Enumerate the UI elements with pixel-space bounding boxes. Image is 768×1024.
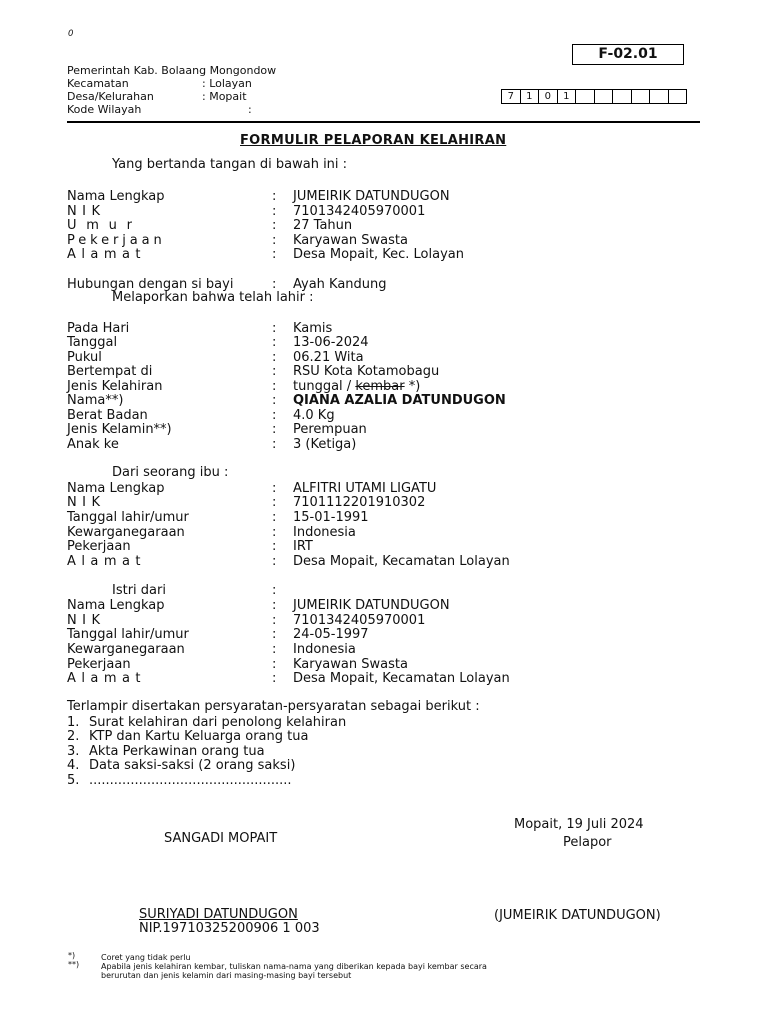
field-value: 27 Tahun [293, 218, 353, 233]
reporter-age-row [67, 218, 667, 233]
field-colon: : [272, 613, 277, 628]
field-colon: : [272, 204, 277, 219]
official-role: SANGADI MOPAIT [164, 831, 278, 846]
field-colon: : [272, 422, 277, 437]
field-value: 7101342405970001 [293, 613, 426, 628]
field-value: Indonesia [293, 642, 356, 657]
field-value: Desa Mopait, Kecamatan Lolayan [293, 554, 510, 569]
page-mark: 0 [68, 29, 74, 39]
field-value: Desa Mopait, Kecamatan Lolayan [293, 671, 510, 686]
field-label: Berat Badan [67, 408, 148, 423]
kode-wilayah-colon: : [248, 103, 252, 116]
reporter-signature-name: (JUMEIRIK DATUNDUGON) [494, 908, 661, 923]
field-label: Nama Lengkap [67, 481, 165, 496]
field-label: Jenis Kelamin**) [67, 422, 172, 437]
mother-nationality-row [67, 525, 667, 540]
footnote-ref: *) [404, 379, 421, 394]
field-colon: : [272, 627, 277, 642]
kecamatan-value: : Lolayan [202, 77, 252, 90]
field-value: Ayah Kandung [293, 277, 387, 292]
desa-value: : Mopait [202, 90, 247, 103]
code-cell [575, 89, 595, 104]
list-item [67, 729, 308, 744]
field-colon: : [272, 247, 277, 262]
reporter-address-row [67, 247, 667, 262]
list-item-number: 3. [67, 744, 80, 759]
footnote-text-2b: berurutan dan jenis kelamin dari masing-masing bayi tersebut [101, 971, 352, 980]
code-cell: 7 [501, 89, 521, 104]
father-dob-row [67, 627, 667, 642]
field-value: RSU Kota Kotamobagu [293, 364, 440, 379]
birth-weight-row [67, 408, 667, 423]
field-colon: : [272, 408, 277, 423]
field-label: Nama**) [67, 393, 124, 408]
list-item-number: 5. [67, 773, 80, 788]
child-order-row [67, 437, 667, 452]
code-cell [668, 89, 688, 104]
field-label: Tanggal [67, 335, 118, 350]
field-colon: : [272, 495, 277, 510]
region-code-grid [502, 89, 687, 104]
birth-type-row [67, 379, 667, 394]
footnote-mark-1: *) [68, 951, 76, 960]
list-item [67, 773, 291, 788]
field-colon: : [272, 510, 277, 525]
field-colon: : [272, 218, 277, 233]
form-code-box: F-02.01 [572, 44, 684, 65]
field-value: Karyawan Swasta [293, 657, 408, 672]
field-value: 3 (Ketiga) [293, 437, 357, 452]
field-label: Jenis Kelahiran [67, 379, 163, 394]
field-label: Hubungan dengan si bayi [67, 277, 234, 292]
field-label: Alamat [67, 671, 146, 686]
field-colon: : [272, 481, 277, 496]
father-nik-row [67, 613, 667, 628]
desa-label: Desa/Kelurahan [67, 90, 154, 103]
field-colon: : [272, 393, 277, 408]
field-label: Pekerjaan [67, 233, 166, 248]
field-colon: : [272, 437, 277, 452]
list-item [67, 758, 295, 773]
list-item-number: 4. [67, 758, 80, 773]
field-label: Kewarganegaraan [67, 642, 185, 657]
code-cell [612, 89, 632, 104]
field-label: NIK [67, 204, 106, 219]
field-colon: : [272, 379, 277, 394]
list-item [67, 744, 265, 759]
field-value: 24-05-1997 [293, 627, 369, 642]
header-divider [67, 121, 700, 123]
birth-date-row [67, 335, 667, 350]
field-value: 7101112201910302 [293, 495, 426, 510]
field-label: Tanggal lahir/umur [67, 510, 189, 525]
field-value: 15-01-1991 [293, 510, 369, 525]
field-label: Pekerjaan [67, 657, 131, 672]
field-label: Nama Lengkap [67, 598, 165, 613]
field-value: 7101342405970001 [293, 204, 426, 219]
field-colon: : [272, 189, 277, 204]
field-colon: : [272, 657, 277, 672]
official-nip: NIP.19710325200906 1 003 [139, 921, 320, 936]
field-colon: : [272, 525, 277, 540]
field-value: 06.21 Wita [293, 350, 364, 365]
mother-intro: Dari seorang ibu : [112, 465, 229, 480]
field-value: Kamis [293, 321, 333, 336]
field-colon: : [272, 598, 277, 613]
field-value [293, 379, 420, 394]
field-label: Kewarganegaraan [67, 525, 185, 540]
field-value: ALFITRI UTAMI LIGATU [293, 481, 437, 496]
field-colon: : [272, 671, 277, 686]
field-value: Perempuan [293, 422, 367, 437]
father-nationality-row [67, 642, 667, 657]
code-cell: 1 [520, 89, 540, 104]
field-value: JUMEIRIK DATUNDUGON [293, 598, 450, 613]
field-label: Alamat [67, 247, 146, 262]
footnote-mark-2: **) [68, 960, 80, 969]
field-label: Pukul [67, 350, 102, 365]
list-item-text: Data saksi-saksi (2 orang saksi) [89, 758, 296, 773]
mother-dob-row [67, 510, 667, 525]
field-value: JUMEIRIK DATUNDUGON [293, 189, 450, 204]
field-colon: : [272, 233, 277, 248]
reporter-nik-row [67, 204, 667, 219]
code-cell [649, 89, 669, 104]
field-label: Nama Lengkap [67, 189, 165, 204]
intro-text: Yang bertanda tangan di bawah ini : [112, 157, 348, 172]
reporter-name-row [67, 189, 667, 204]
list-item [67, 715, 346, 730]
birth-time-row [67, 350, 667, 365]
field-value: 13-06-2024 [293, 335, 369, 350]
field-colon: : [272, 321, 277, 336]
field-colon: : [272, 539, 277, 554]
father-job-row [67, 657, 667, 672]
field-colon: : [272, 642, 277, 657]
field-value: 4.0 Kg [293, 408, 335, 423]
mother-nik-row [67, 495, 667, 510]
father-intro-colon: : [272, 583, 277, 598]
field-colon: : [272, 350, 277, 365]
field-value: Karyawan Swasta [293, 233, 408, 248]
kode-wilayah-label: Kode Wilayah [67, 103, 142, 116]
baby-name-row [67, 393, 667, 408]
field-label: Tanggal lahir/umur [67, 627, 189, 642]
gender-row [67, 422, 667, 437]
list-item-number: 2. [67, 729, 80, 744]
field-value: IRT [293, 539, 313, 554]
reporter-job-row [67, 233, 667, 248]
father-intro: Istri dari [112, 583, 166, 598]
field-colon: : [272, 554, 277, 569]
field-label: NIK [67, 495, 106, 510]
field-value: Indonesia [293, 525, 356, 540]
father-address-row [67, 671, 667, 686]
code-cell [594, 89, 614, 104]
mother-name-row [67, 481, 667, 496]
code-cell: 1 [557, 89, 577, 104]
birth-type-single: tunggal / [293, 379, 356, 394]
list-item-text: KTP dan Kartu Keluarga orang tua [89, 729, 309, 744]
field-label: Pekerjaan [67, 539, 131, 554]
mother-job-row [67, 539, 667, 554]
field-label: Bertempat di [67, 364, 153, 379]
field-label: Umur [67, 218, 142, 233]
baby-name-value: QIANA AZALIA DATUNDUGON [293, 393, 506, 408]
list-item-text: ................................................. [89, 773, 292, 788]
mother-address-row [67, 554, 667, 569]
field-colon: : [272, 277, 277, 292]
kecamatan-label: Kecamatan [67, 77, 129, 90]
official-name: SURIYADI DATUNDUGON [139, 907, 298, 922]
form-title: FORMULIR PELAPORAN KELAHIRAN [240, 133, 507, 148]
list-item-number: 1. [67, 715, 80, 730]
footnote-text-2a: Apabila jenis kelahiran kembar, tuliskan nama-nama yang diberikan kepada bayi kembar secara [101, 962, 487, 971]
birth-day-row [67, 321, 667, 336]
code-cell: 0 [538, 89, 558, 104]
field-label: Pada Hari [67, 321, 130, 336]
birth-place-row [67, 364, 667, 379]
field-label: NIK [67, 613, 106, 628]
list-item-text: Surat kelahiran dari penolong kelahiran [89, 715, 347, 730]
field-value: Desa Mopait, Kec. Lolayan [293, 247, 464, 262]
footnote-text-1: Coret yang tidak perlu [101, 953, 191, 962]
birth-type-twin-struck: kembar [355, 379, 405, 394]
code-cell [631, 89, 651, 104]
report-line: Melaporkan bahwa telah lahir : [112, 290, 314, 305]
field-colon: : [272, 335, 277, 350]
place-date: Mopait, 19 Juli 2024 [514, 817, 644, 832]
father-name-row [67, 598, 667, 613]
requirements-intro: Terlampir disertakan persyaratan-persyaratan sebagai berikut : [67, 699, 480, 714]
field-label: Anak ke [67, 437, 119, 452]
government-line: Pemerintah Kab. Bolaang Mongondow [67, 64, 277, 77]
reporter-role: Pelapor [563, 835, 612, 850]
list-item-text: Akta Perkawinan orang tua [89, 744, 265, 759]
field-colon: : [272, 364, 277, 379]
field-label: Alamat [67, 554, 146, 569]
